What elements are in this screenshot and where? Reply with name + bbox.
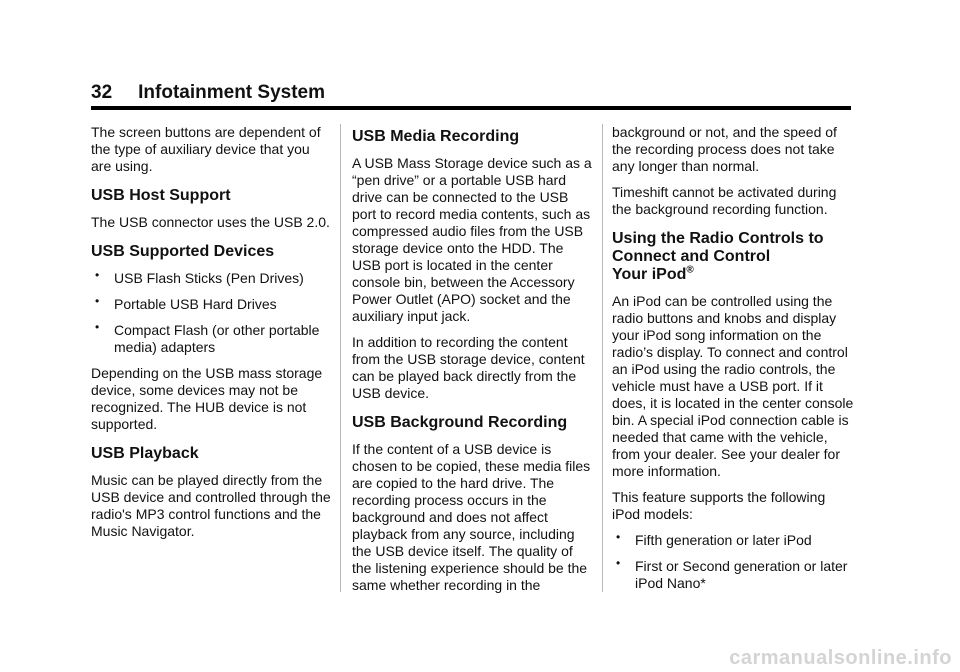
list-item: • USB Flash Sticks (Pen Drives) <box>91 270 331 287</box>
list-item: • Portable USB Hard Drives <box>91 296 331 313</box>
usb-host-support-heading: USB Host Support <box>91 187 231 204</box>
column-2 <box>352 124 595 603</box>
column-divider <box>602 124 603 592</box>
list-item: • Compact Flash (or other portable media) adapters <box>91 322 331 356</box>
column-3 <box>612 124 857 601</box>
usb-background-recording-text: If the content of a USB device is chosen to be copied, these media files are copied to the hard drive. The recording process occurs in the background and does not affect playback from any source, including the USB device itself. The quality of the listening experience should be the same whether recording in the <box>352 441 591 593</box>
continued-paragraph: background or not, and the speed of the recording process does not take any longer than normal. <box>612 124 837 174</box>
ipod-heading-line-2: Your iPod <box>612 266 687 283</box>
supported-devices-list <box>91 270 331 356</box>
timeshift-paragraph: Timeshift cannot be activated during the background recording function. <box>612 184 837 217</box>
watermark: carmanualsonline.info <box>729 647 952 669</box>
usb-playback-text: Music can be played directly from the USB device and controlled through the radio's MP3 control functions and the Music Navigator. <box>91 472 331 539</box>
usb-media-recording-text-2: In addition to recording the content from the USB storage device, content can be played back directly from the USB device. <box>352 334 585 401</box>
section-title: Infotainment System <box>138 82 326 103</box>
list-item: • Fifth generation or later iPod <box>612 532 857 549</box>
column-1 <box>91 124 331 549</box>
usb-supported-devices-heading: USB Supported Devices <box>91 243 275 260</box>
page-header <box>91 80 851 110</box>
registered-mark: ® <box>686 264 694 276</box>
devices-note: Depending on the USB mass storage device, some devices may not be recognized. The HUB device is not supported. <box>91 365 323 432</box>
usb-playback-heading: USB Playback <box>91 445 199 462</box>
ipod-models-intro: This feature supports the following iPod models: <box>612 489 826 522</box>
ipod-controls-text: An iPod can be controlled using the radio buttons and knobs and display your iPod song information on the radio’s display. To connect and control an iPod using the radio controls, the vehicle must have a USB port. If it does, it is located in the center console bin. A special iPod connection cable is needed that came with the vehicle, from your dealer. See your dealer for more information. <box>612 293 854 479</box>
usb-media-recording-heading: USB Media Recording <box>352 128 520 145</box>
ipod-models-list <box>612 532 857 592</box>
page-number: 32 <box>91 82 113 103</box>
usb-host-support-text: The USB connector uses the USB 2.0. <box>91 214 330 230</box>
intro-paragraph: The screen buttons are dependent of the type of auxiliary device that you are using. <box>91 124 321 174</box>
usb-media-recording-text: A USB Mass Storage device such as a “pen drive” or a portable USB hard drive can be connected to the USB port to record media contents, such as compressed audio files from the USB storage device onto the HDD. The USB port is located in the center console bin, between the Accessory Power Outlet (APO) socket and the auxiliary input jack. <box>352 155 592 324</box>
ipod-heading-line-1: Using the Radio Controls to Connect and Control <box>612 230 824 265</box>
ipod-controls-heading <box>612 230 857 284</box>
usb-background-recording-heading: USB Background Recording <box>352 414 568 431</box>
list-item: • First or Second generation or later iPod Nano* <box>612 558 857 592</box>
column-divider <box>340 124 341 592</box>
